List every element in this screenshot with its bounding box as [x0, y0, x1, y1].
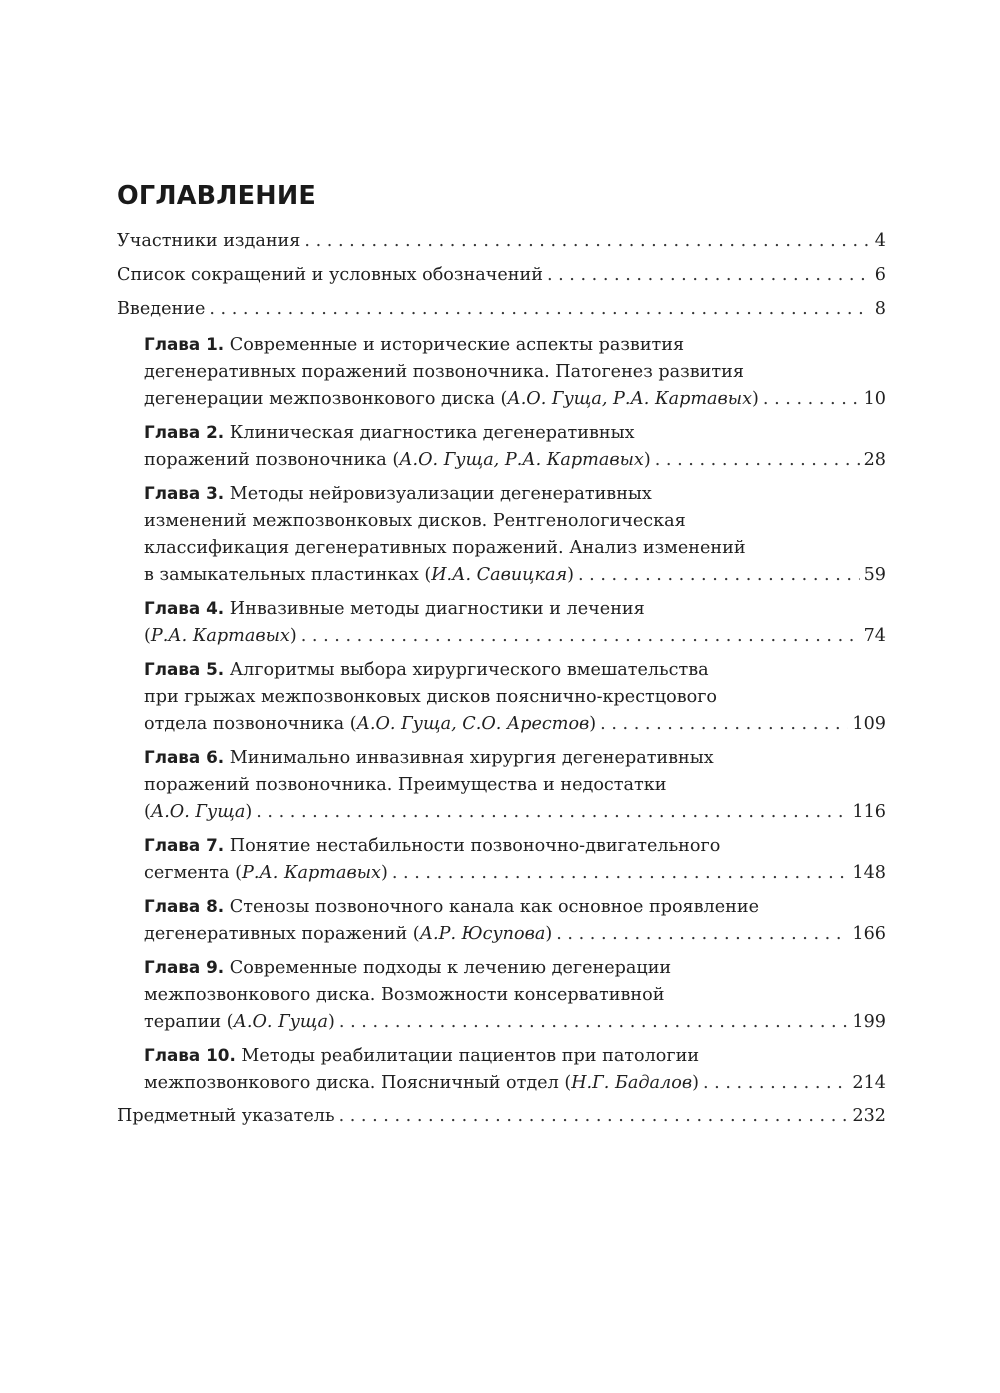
- back-matter-entry[interactable]: [117, 1103, 886, 1130]
- dot-leader: [256, 799, 848, 826]
- toc-line: [117, 296, 886, 323]
- chapter-last-text: [144, 711, 596, 738]
- chapter-last-text: [144, 860, 388, 887]
- entry-title: Участники издания: [117, 231, 301, 251]
- dot-leader: [703, 1070, 848, 1097]
- dot-leader: [209, 296, 870, 323]
- chapter-label: Глава 3.: [144, 483, 225, 503]
- page-number: 116: [852, 802, 886, 822]
- chapter-title-text: ): [545, 924, 553, 944]
- chapter-last-line: [144, 860, 886, 887]
- chapter-last-text: [144, 562, 574, 589]
- chapter-last-line: [144, 623, 886, 650]
- chapter-authors: А.О. Гуща: [150, 802, 246, 822]
- chapter-title-text: Алгоритмы выбора хирургического вмешательства: [229, 660, 709, 680]
- chapter-label: Глава 8.: [144, 896, 225, 916]
- chapter-authors: Р.А. Картавых: [150, 626, 290, 646]
- chapter-entry[interactable]: [144, 419, 886, 474]
- chapter-title-text: Современные и исторические аспекты развития: [229, 335, 685, 355]
- chapter-title-line: [144, 535, 886, 562]
- chapter-title-line: [144, 684, 886, 711]
- chapter-title-text: ): [328, 1012, 335, 1032]
- chapter-title-line: [144, 508, 886, 535]
- entry-title: Список сокращений и условных обозначений: [117, 265, 543, 285]
- chapter-title-text: Минимально инвазивная хирургия дегенеративных: [229, 748, 714, 768]
- chapter-title-text: межпозвонкового диска. Поясничный отдел (: [144, 1073, 572, 1093]
- dot-leader: [556, 921, 848, 948]
- chapter-last-text: [144, 1070, 699, 1097]
- page-number: 8: [874, 299, 886, 319]
- chapter-last-line: [144, 711, 886, 738]
- chapter-title-text: Клиническая диагностика дегенеративных: [229, 423, 635, 443]
- dot-leader: [547, 262, 871, 289]
- dot-leader: [304, 228, 870, 255]
- chapter-title-text: поражений позвоночника. Преимущества и недостатки: [144, 775, 667, 795]
- chapter-title-text: ): [752, 389, 759, 409]
- chapter-title-text: при грыжах межпозвонковых дисков пояснично-крестцового: [144, 687, 717, 707]
- chapter-title-line: [144, 893, 886, 921]
- chapter-title-line: [144, 419, 886, 447]
- chapter-label: Глава 7.: [144, 835, 225, 855]
- page-number: 28: [863, 450, 886, 470]
- chapter-last-text: [144, 1009, 335, 1036]
- chapter-authors: А.О. Гуща: [233, 1012, 329, 1032]
- page-number: 166: [852, 924, 886, 944]
- back-matter-list: [117, 1103, 886, 1130]
- chapter-title-line: [144, 595, 886, 623]
- chapter-last-text: [144, 386, 759, 413]
- chapter-title-text: Методы реабилитации пациентов при патологии: [241, 1046, 700, 1066]
- page-number: 148: [852, 863, 886, 883]
- chapter-authors: А.О. Гуща, Р.А. Картавых: [399, 450, 644, 470]
- entry-title: Предметный указатель: [117, 1106, 335, 1126]
- page-number: 214: [852, 1073, 886, 1093]
- dot-leader: [600, 711, 848, 738]
- page-number: 4: [874, 231, 886, 251]
- chapter-title-text: отдела позвоночника (: [144, 714, 357, 734]
- front-matter-entry[interactable]: [117, 228, 886, 255]
- chapter-title-text: Понятие нестабильности позвоночно-двигательного: [229, 836, 721, 856]
- chapter-last-text: [144, 921, 552, 948]
- chapter-authors: Р.А. Картавых: [242, 863, 381, 883]
- chapter-title-text: ): [692, 1073, 699, 1093]
- chapter-title-text: классификация дегенеративных поражений. Анализ изменений: [144, 538, 746, 558]
- chapter-last-line: [144, 386, 886, 413]
- chapter-title-text: сегмента (: [144, 863, 242, 883]
- dot-leader: [578, 562, 860, 589]
- chapter-title-text: поражений позвоночника (: [144, 450, 400, 470]
- chapter-authors: И.А. Савицкая: [431, 565, 568, 585]
- page-number: 199: [852, 1012, 886, 1032]
- page-number: 10: [863, 389, 886, 409]
- table-of-contents: [117, 178, 886, 1137]
- toc-line: [117, 1103, 886, 1130]
- chapter-label: Глава 6.: [144, 747, 225, 767]
- chapter-authors: А.О. Гуща, С.О. Арестов: [356, 714, 590, 734]
- front-matter-entry[interactable]: [117, 296, 886, 323]
- page-title: ОГЛАВЛЕНИЕ: [117, 181, 316, 211]
- chapter-last-line: [144, 1070, 886, 1097]
- chapter-entry[interactable]: [144, 744, 886, 826]
- chapter-title-text: Стенозы позвоночного канала как основное проявление: [229, 897, 760, 917]
- chapter-authors: А.О. Гуща, Р.А. Картавых: [507, 389, 753, 409]
- chapter-label: Глава 1.: [144, 334, 225, 354]
- dot-leader: [339, 1103, 849, 1130]
- toc-line: [117, 228, 886, 255]
- chapter-title-text: (: [144, 626, 151, 646]
- page-number: 232: [852, 1106, 886, 1126]
- chapter-title-line: [144, 359, 886, 386]
- chapter-last-text: [144, 799, 252, 826]
- chapter-last-line: [144, 562, 886, 589]
- chapter-label: Глава 10.: [144, 1045, 236, 1065]
- chapter-last-line: [144, 799, 886, 826]
- entry-title: Введение: [117, 299, 206, 319]
- chapter-entry[interactable]: [144, 480, 886, 589]
- page-number: 59: [863, 565, 886, 585]
- chapter-title-line: [144, 832, 886, 860]
- page-number: 6: [874, 265, 886, 285]
- chapter-title-text: дегенерации межпозвонкового диска (: [144, 389, 508, 409]
- chapter-title-text: терапии (: [144, 1012, 234, 1032]
- chapter-title-text: Инвазивные методы диагностики и лечения: [229, 599, 645, 619]
- chapter-authors: Н.Г. Бадалов: [571, 1073, 693, 1093]
- chapter-title-text: ): [245, 802, 253, 822]
- chapter-title-text: ): [643, 450, 651, 470]
- chapter-title-text: Современные подходы к лечению дегенерации: [229, 958, 672, 978]
- chapter-title-text: дегенеративных поражений (: [144, 924, 420, 944]
- chapter-title-text: ): [380, 863, 388, 883]
- chapter-entry[interactable]: [144, 656, 886, 738]
- chapter-entry[interactable]: [144, 893, 886, 948]
- chapter-title-text: ): [289, 626, 297, 646]
- chapter-authors: А.Р. Юсупова: [419, 924, 546, 944]
- toc-line: [117, 262, 886, 289]
- chapter-title-text: межпозвонкового диска. Возможности консервативной: [144, 985, 665, 1005]
- chapter-title-text: изменений межпозвонковых дисков. Рентгенологическая: [144, 511, 686, 531]
- page-number: 74: [863, 626, 886, 646]
- chapter-title-line: [144, 656, 886, 684]
- front-matter-entry[interactable]: [117, 262, 886, 289]
- chapter-entry[interactable]: [144, 832, 886, 887]
- chapter-entry[interactable]: [144, 954, 886, 1036]
- chapter-title-line: [144, 982, 886, 1009]
- chapter-list: [117, 331, 886, 1097]
- page-number: 109: [852, 714, 886, 734]
- chapter-last-text: [144, 447, 651, 474]
- chapter-title-text: в замыкательных пластинках (: [144, 565, 432, 585]
- chapter-label: Глава 5.: [144, 659, 225, 679]
- dot-leader: [392, 860, 849, 887]
- chapter-title-line: [144, 480, 886, 508]
- dot-leader: [763, 386, 860, 413]
- chapter-title-text: ): [589, 714, 597, 734]
- chapter-last-line: [144, 1009, 886, 1036]
- chapter-entry[interactable]: [144, 331, 886, 413]
- chapter-last-text: [144, 623, 297, 650]
- chapter-last-line: [144, 447, 886, 474]
- chapter-label: Глава 4.: [144, 598, 225, 618]
- chapter-title-text: (: [144, 802, 151, 822]
- chapter-title-line: [144, 954, 886, 982]
- chapter-entry[interactable]: [144, 1042, 886, 1097]
- chapter-label: Глава 9.: [144, 957, 225, 977]
- chapter-title-text: ): [567, 565, 574, 585]
- dot-leader: [301, 623, 860, 650]
- dot-leader: [655, 447, 860, 474]
- chapter-entry[interactable]: [144, 595, 886, 650]
- chapter-title-line: [144, 331, 886, 359]
- chapter-title-text: Методы нейровизуализации дегенеративных: [229, 484, 652, 504]
- dot-leader: [339, 1009, 849, 1036]
- front-matter-list: [117, 228, 886, 323]
- chapter-title-text: дегенеративных поражений позвоночника. Патогенез развития: [144, 362, 744, 382]
- chapter-title-line: [144, 772, 886, 799]
- chapter-last-line: [144, 921, 886, 948]
- chapter-label: Глава 2.: [144, 422, 225, 442]
- chapter-title-line: [144, 1042, 886, 1070]
- chapter-title-line: [144, 744, 886, 772]
